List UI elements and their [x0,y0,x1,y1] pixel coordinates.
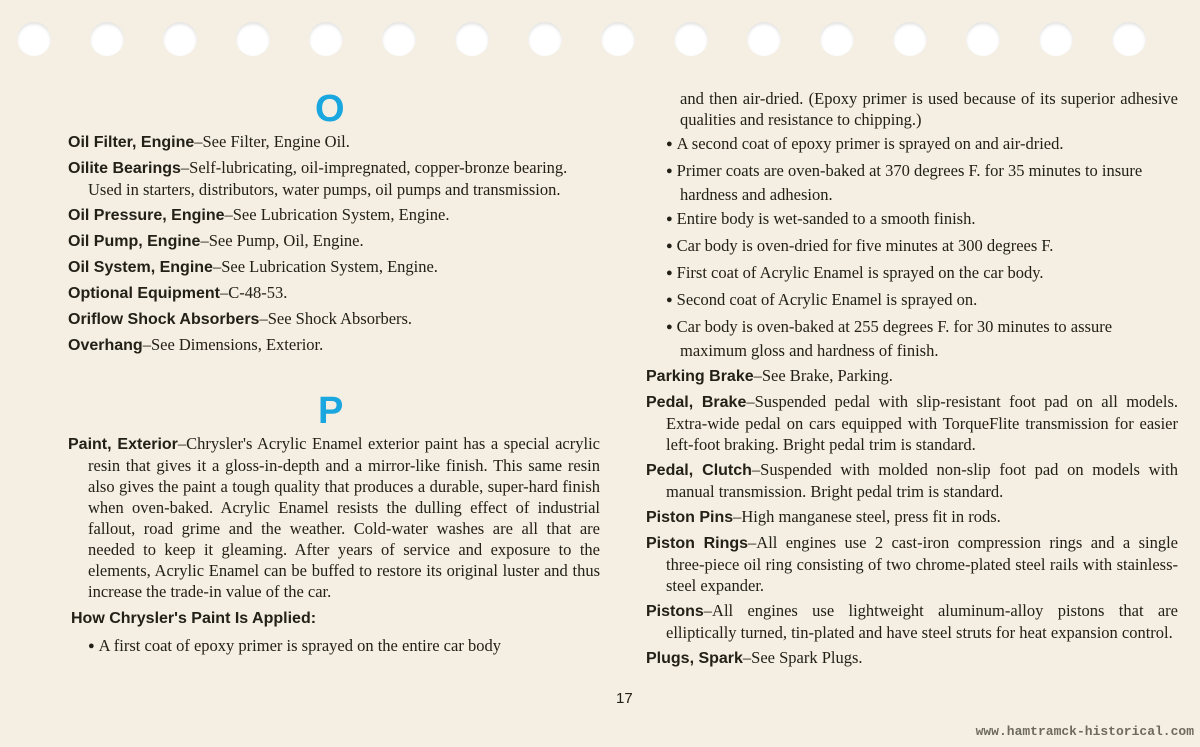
glossary-entry [646,391,1178,455]
binder-hole [747,22,781,56]
entry-term: Oil System, Engine [68,259,213,276]
binder-hole [893,22,927,56]
entry-text: –Suspended with molded non-slip foot pad on models with manual transmission. Bright pedal trim is standard. [666,460,1178,501]
section-letter-p: P [318,390,344,432]
entry-text: –All engines use 2 cast-iron compression rings and a single three-piece oil ring consisting of two chrome-plated steel rails with stainless-steel expander. [666,533,1179,595]
binder-hole [90,22,124,56]
bullet-item: ● Car body is oven-dried for five minutes at 300 degrees F. [646,235,1178,259]
entry-term: Piston Rings [646,535,749,552]
entry-text: –See Lubrication System, Engine. [212,257,438,276]
entry-text: –See Brake, Parking. [753,366,893,385]
entry-term: Overhang [68,337,143,354]
bullet-item: ● Car body is oven-baked at 255 degrees F. for 30 minutes to assure maximum gloss and hardness of finish. [646,316,1178,361]
glossary-entry [646,365,1178,387]
entry-term: Oil Pump, Engine [68,233,201,250]
binder-hole [966,22,1000,56]
glossary-entry [646,532,1178,596]
glossary-entry [68,334,600,356]
entry-term: Optional Equipment [68,285,220,302]
bullet-item: ● Second coat of Acrylic Enamel is sprayed on. [646,289,1178,313]
entry-term: Paint, Exterior [68,436,178,453]
entry-text: –Suspended pedal with slip-resistant foot pad on all models. Extra-wide pedal on cars equipped with TorqueFlite transmission for easier left-foot braking. Bright pedal trim is standard. [666,392,1178,454]
left-column-o-entries [68,131,600,356]
glossary-entry [646,506,1178,528]
entry-term: Oilite Bearings [68,160,181,177]
entry-text: –See Dimensions, Exterior. [142,335,324,354]
watermark: www.hamtramck-historical.com [975,724,1194,739]
binder-hole [674,22,708,56]
bullet-item: ● First coat of Acrylic Enamel is sprayed on the car body. [646,262,1178,286]
glossary-entry-paint-exterior [68,433,600,602]
entry-text: –C-48-53. [220,283,288,302]
entry-term: Oil Filter, Engine [68,134,195,151]
glossary-entry [646,459,1178,502]
entry-term: Pistons [646,603,704,620]
binder-hole [1112,22,1146,56]
entry-text: –Chrysler's Acrylic Enamel exterior paint has a special acrylic resin that gives it a gloss-in-depth and a mirror-like finish. This same resin also gives the paint a tough quality that produces a durable, super-hard finish when oven-baked. Acrylic Enamel resists the dulling effect of industrial fallout, road grime and the weather. Cold-water washes are all that are needed to keep it gleaming. After years of service and exposure to the elements, Acrylic Enamel can be buffed to restore its original luster and thus increase the trade-in value of the car. [88,434,600,601]
bullet-item: ● A second coat of epoxy primer is sprayed on and air-dried. [646,133,1178,157]
binder-hole [17,22,51,56]
entry-text: –See Lubrication System, Engine. [224,205,450,224]
entry-text: –See Spark Plugs. [742,648,863,667]
glossary-entry [68,256,600,278]
entry-text: –Self-lubricating, oil-impregnated, copper-bronze bearing. Used in starters, distributors, water pumps, oil pumps and transmission. [88,158,568,199]
glossary-entry [646,600,1178,643]
entry-term: Plugs, Spark [646,650,743,667]
glossary-entry [68,230,600,252]
glossary-entry [646,647,1178,669]
entry-term: Pedal, Brake [646,394,747,411]
right-column [646,88,1178,669]
entry-term: Oil Pressure, Engine [68,207,225,224]
entry-text: –See Filter, Engine Oil. [194,132,350,151]
binder-hole [455,22,489,56]
binder-hole [382,22,416,56]
entry-term: Parking Brake [646,368,754,385]
binder-hole [528,22,562,56]
binder-hole [1039,22,1073,56]
bullet-item: ● A first coat of epoxy primer is sprayed on the entire car body [68,635,600,659]
binder-hole [601,22,635,56]
entry-text: –All engines use lightweight aluminum-alloy pistons that are elliptically turned, tin-plated and have steel struts for heat expansion control. [666,601,1178,642]
glossary-entry [68,157,600,200]
binder-hole [309,22,343,56]
page-number: 17 [616,690,633,707]
section-letter-o: O [315,88,345,130]
entry-text: –See Shock Absorbers. [259,309,413,328]
binder-holes [0,0,1200,60]
entry-text: –See Pump, Oil, Engine. [200,231,364,250]
binder-hole [163,22,197,56]
bullet-item: ● Entire body is wet-sanded to a smooth finish. [646,208,1178,232]
glossary-entry [68,308,600,330]
entry-text: –High manganese steel, press fit in rods. [733,507,1001,526]
entry-term: Oriflow Shock Absorbers [68,311,260,328]
left-column-p-entries [68,433,600,659]
continuation-text: and then air-dried. (Epoxy primer is used because of its superior adhesive qualities and resistance to chipping.) [680,89,1178,129]
binder-hole [820,22,854,56]
glossary-entry [68,282,600,304]
glossary-entry [68,204,600,226]
entry-term: Piston Pins [646,509,734,526]
glossary-entry [68,131,600,153]
entry-term: Pedal, Clutch [646,462,752,479]
section-heading-paint-applied: How Chrysler's Paint Is Applied: [71,610,317,627]
bullet-item: ● Primer coats are oven-baked at 370 degrees F. for 35 minutes to insure hardness and adhesion. [646,160,1178,205]
binder-hole [236,22,270,56]
